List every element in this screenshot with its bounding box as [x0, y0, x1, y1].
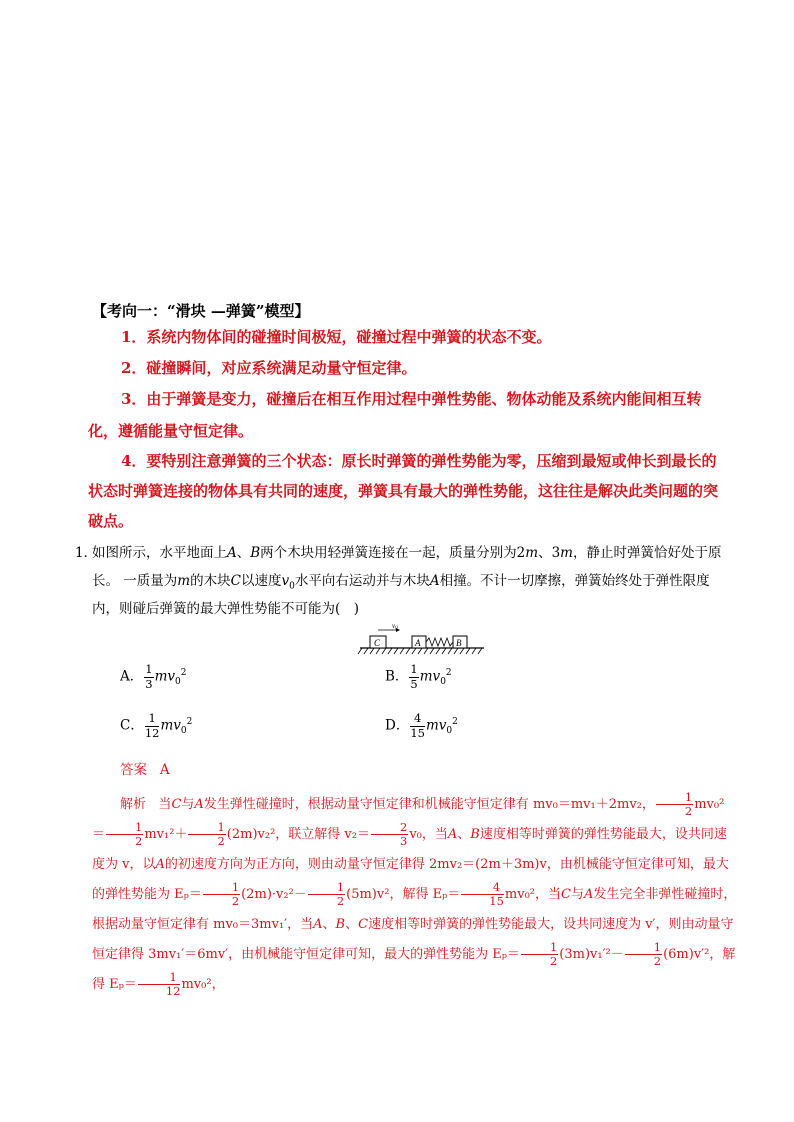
- choice-b[interactable]: B． $\frac{1}{5}$ $mv_0^2$: [385, 662, 452, 691]
- block-a-label: A: [415, 638, 421, 648]
- answer: 答案 A: [120, 762, 170, 778]
- question-text: 如图所示，水平地面上A、B两个木块用轻弹簧连接在一起，质量分别为2m、3m，静止时弹簧恰好处于原长。 一质量为m的木块C以速度$v_0$水平向右运动并与木块A相撞。不计一切摩擦，弹簧始终处于弹性限度内，则碰后弹簧的最大弹性势能不可能为( ): [92, 545, 722, 617]
- rule-4: 4．要特别注意弹簧的三个状态：原长时弹簧的弹性势能为零，压缩到最短或伸长到最长的状态时弹簧连接的物体具有共同的速度，弹簧具有最大的弹性势能，这往往是解决此类问题的突破点。: [88, 452, 719, 530]
- spring-blocks-figure: [356, 620, 488, 658]
- choice-d[interactable]: D． $\frac{4}{15}$ $mv_0^2$: [385, 711, 458, 740]
- choice-c[interactable]: C． $\frac{1}{12}$ $mv_0^2$: [120, 711, 193, 740]
- rule-1: 1．系统内物体间的碰撞时间极短，碰撞过程中弹簧的状态不变。: [121, 328, 552, 346]
- question-1: 1． 如图所示，水平地面上A、B两个木块用轻弹簧连接在一起，质量分别为2m、3m，静止时弹簧恰好处于原长。 一质量为m的木块C以速度$v_0$水平向右运动并与木块A相撞。不计一切摩擦，弹簧始终处于弹性限度内，则碰后弹簧的最大弹性势能不可能为( ): [75, 539, 735, 623]
- block-c-label: C: [374, 638, 381, 648]
- rule-3: 3．由于弹簧是变力，碰撞后在相互作用过程中弹性势能、物体动能及系统内能间相互转化，遵循能量守恒定律。: [88, 390, 702, 440]
- rule-2: 2．碰撞瞬间，对应系统满足动量守恒定律。: [121, 359, 417, 377]
- analysis: 解析 当C与A发生弹性碰撞时，根据动量守恒定律和机械能守恒定律有 mv₀＝mv₁＋2mv₂， $\frac{1}{2}$ mv₀²＝ $\frac{1}{2}$ mv₁²＋ $\frac{1}{2}$ (2m)v₂²，联立解得 v₂＝ $\frac{2}{3}$ v₀，当A、B速度相等时弹簧的弹性势能最大，设共同速度为 v，以A的初速度方向为正方向，则由动量守恒定律得 2mv₂＝(2m＋3m)v，由机械能守恒定律可知，最大的弹性势能为 Eₚ＝ $\frac{1}{2}$ (2m)·v₂²－ $\frac{1}{2}$ (5m)v²，解得 Eₚ＝ $\frac{4}{15}$ mv₀²，当C与A发生完全非弹性碰撞时，根据动量守恒定律有 mv₀＝3mv₁′，当A、B、C速度相等时弹簧的弹性势能最大，设共同速度为 v′，则由动量守恒定律得 3mv₁′＝6mv′，由机械能守恒定律可知，最大的弹性势能为 Eₚ＝ $\frac{1}{2}$ (3m)v₁′²－ $\frac{1}{2}$ (6m)v′²，解得 Eₚ＝ $\frac{1}{12}$ mv₀²，: [92, 789, 737, 998]
- section-title: 【考向一：“滑块 —弹簧”模型】: [92, 302, 310, 320]
- spring: [426, 638, 453, 646]
- block-b-label: B: [456, 638, 462, 648]
- velocity-label: v0: [392, 622, 398, 631]
- choice-a[interactable]: A． $\frac{1}{3}$ $mv_0^2$: [120, 662, 187, 691]
